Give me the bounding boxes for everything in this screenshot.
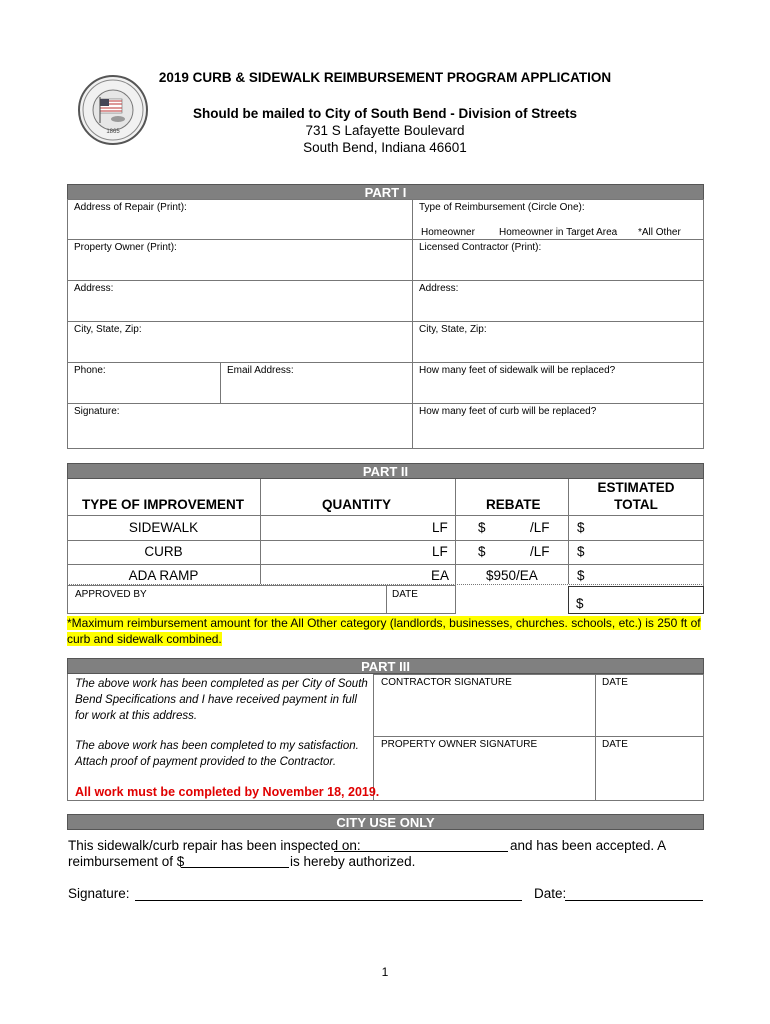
curb-feet-field[interactable] (412, 403, 704, 449)
city-signature-label: Signature: (68, 886, 130, 901)
reimbursement-type-field (412, 199, 704, 240)
inspected-on-field[interactable] (334, 851, 508, 852)
contractor-date-field[interactable] (595, 674, 704, 737)
deadline-notice: All work must be completed by November 18, 2019. (75, 785, 380, 799)
col-estimated: ESTIMATED (597, 480, 675, 495)
city-use-header: CITY USE ONLY (67, 814, 704, 830)
property-owner-field[interactable] (67, 239, 413, 281)
address-of-repair-label: Address of Repair (Print): (74, 202, 187, 213)
approved-by-field[interactable] (150, 585, 385, 613)
owner-statement: The above work has been completed to my satisfaction. Attach proof of payment provided to the Contractor. (75, 740, 359, 768)
approved-by-label: APPROVED BY (75, 589, 147, 600)
row-curb-total[interactable]: $ (577, 544, 585, 559)
contractor-signature-field[interactable] (373, 674, 596, 737)
phone-field[interactable] (67, 362, 221, 404)
email-field[interactable] (220, 362, 413, 404)
reimbursement-amount-label: reimbursement of $ (68, 854, 185, 869)
curb-feet-label: How many feet of curb will be replaced? (419, 406, 597, 417)
row-sidewalk-rebate-dollar: $ (478, 520, 486, 535)
owner-signature-field[interactable] (373, 736, 596, 801)
row-ada-type: ADA RAMP (128, 568, 199, 583)
option-all-other[interactable]: *All Other (638, 227, 681, 238)
contractor-date-label: DATE (602, 677, 628, 688)
col-total: TOTAL (614, 497, 658, 512)
row-ada-total[interactable]: $ (577, 568, 585, 583)
city-signature-field[interactable] (135, 900, 522, 901)
mail-address-city: South Bend, Indiana 46601 (303, 140, 467, 155)
sidewalk-feet-label: How many feet of sidewalk will be replaced? (419, 365, 616, 376)
property-owner-label: Property Owner (Print): (74, 242, 177, 253)
contractor-csz-label: City, State, Zip: (419, 324, 487, 335)
accepted-label: and has been accepted. A (510, 838, 667, 853)
reimbursement-type-label: Type of Reimbursement (Circle One): (419, 202, 585, 213)
reimbursement-amount-field[interactable] (181, 867, 289, 868)
authorized-label: is hereby authorized. (290, 854, 416, 869)
part3-header: PART III (67, 658, 704, 674)
col-rebate: REBATE (486, 497, 541, 512)
contractor-statement: The above work has been completed as per City of South Bend Specifications and I have received payment in full for work at this address. (75, 678, 368, 722)
owner-csz-label: City, State, Zip: (74, 324, 142, 335)
row-curb-unit: LF (432, 544, 448, 559)
row-sidewalk-unit: LF (432, 520, 448, 535)
row-ada-unit: EA (431, 568, 450, 583)
row-sidewalk-rebate-unit: /LF (530, 520, 550, 535)
option-homeowner[interactable]: Homeowner (421, 227, 475, 238)
mail-instruction: Should be mailed to City of South Bend - Division of Streets (192, 106, 578, 121)
row-curb-type: CURB (144, 544, 183, 559)
row-curb-rebate-unit: /LF (530, 544, 550, 559)
licensed-contractor-field[interactable] (412, 239, 704, 281)
mail-address-street: 731 S Lafayette Boulevard (305, 123, 465, 138)
option-homeowner-target-area[interactable]: Homeowner in Target Area (499, 227, 618, 238)
sidewalk-feet-field[interactable] (412, 362, 704, 404)
owner-address-field[interactable] (67, 280, 413, 322)
part1-header: PART I (67, 184, 704, 200)
grand-total-box[interactable] (568, 586, 704, 614)
contractor-city-state-zip-field[interactable] (412, 321, 704, 363)
seal-year: 1865 (106, 129, 120, 135)
signature-label: Signature: (74, 406, 120, 417)
note-line-1: *Maximum reimbursement amount for the All Other category (landlords, businesses, churches. schools, etc.) is 250 ft of (67, 616, 701, 630)
row-ada-rebate: $950/EA (486, 568, 538, 583)
page-number: 1 (381, 965, 389, 979)
form-title: 2019 CURB & SIDEWALK REIMBURSEMENT PROGRAM APPLICATION (158, 70, 612, 85)
phone-label: Phone: (74, 365, 106, 376)
inspected-on-label: This sidewalk/curb repair has been inspected on: (68, 838, 361, 853)
contractor-signature-label: CONTRACTOR SIGNATURE (381, 677, 512, 688)
owner-date-label: DATE (602, 739, 628, 750)
contractor-address-label: Address: (419, 283, 459, 294)
signature-field[interactable] (67, 403, 413, 449)
approved-date-label: DATE (392, 589, 418, 600)
city-date-label: Date: (534, 886, 567, 901)
licensed-contractor-label: Licensed Contractor (Print): (419, 242, 542, 253)
row-sidewalk-type: SIDEWALK (128, 520, 199, 535)
row-sidewalk-total[interactable]: $ (577, 520, 585, 535)
contractor-address-field[interactable] (412, 280, 704, 322)
col-quantity: QUANTITY (322, 497, 391, 512)
owner-signature-label: PROPERTY OWNER SIGNATURE (381, 739, 538, 750)
grand-total-dollar: $ (576, 596, 584, 611)
row-curb-rebate-dollar: $ (478, 544, 486, 559)
address-of-repair-field[interactable] (67, 199, 413, 240)
city-date-field[interactable] (565, 900, 703, 901)
note-line-2: curb and sidewalk combined. (67, 632, 222, 646)
owner-city-state-zip-field[interactable] (67, 321, 413, 363)
max-reimbursement-note (67, 615, 701, 647)
part2-header: PART II (67, 463, 704, 479)
col-type-of-improvement: TYPE OF IMPROVEMENT (82, 497, 245, 512)
owner-address-label: Address: (74, 283, 114, 294)
email-label: Email Address: (227, 365, 294, 376)
owner-date-field[interactable] (595, 736, 704, 801)
